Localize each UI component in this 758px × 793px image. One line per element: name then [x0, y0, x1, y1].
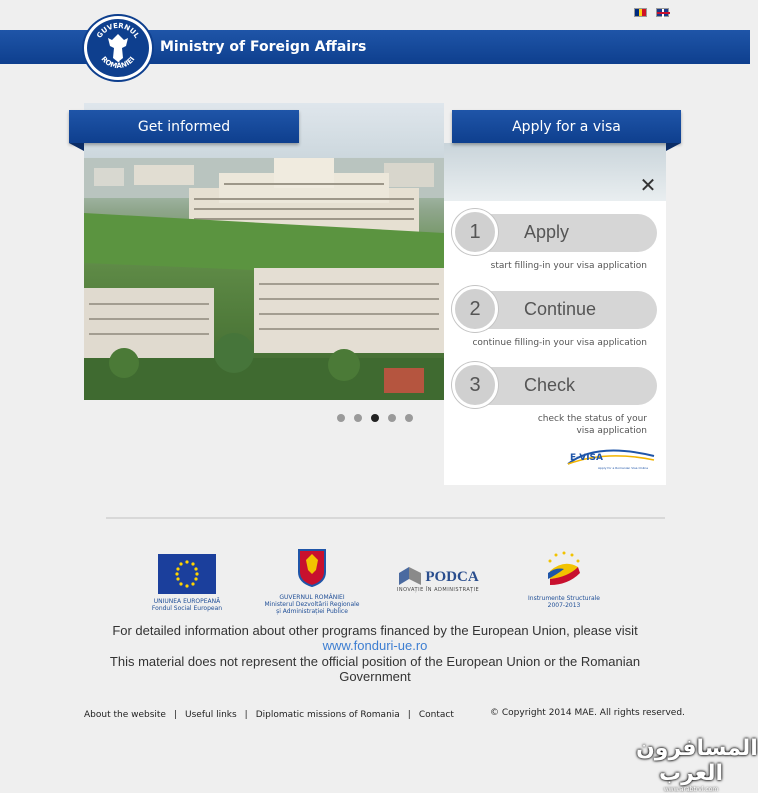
step-description: continue filling-in your visa application — [472, 338, 647, 348]
fonduri-ue-link[interactable]: www.fonduri-ue.ro — [322, 638, 428, 653]
step-label: Continue — [524, 299, 597, 319]
step-description: start filling-in your visa application — [490, 261, 647, 271]
step-number-badge: 3 — [452, 362, 498, 408]
evisa-logo[interactable] — [566, 440, 656, 472]
footer-separator: | — [173, 710, 178, 720]
svg-text:E-VISA: E-VISA — [570, 453, 603, 463]
structural-instruments-icon — [542, 549, 586, 593]
eu-sponsor-logo[interactable] — [146, 554, 228, 612]
svg-text:GUVERNUL: GUVERNUL — [95, 21, 141, 40]
visa-step-apply[interactable] — [452, 214, 657, 272]
step-number-badge: 1 — [452, 209, 498, 255]
coat-of-arms-icon — [297, 548, 327, 588]
eu-info-text: For detailed information about other programs financed by the European Union, please visit — [112, 623, 638, 638]
visa-step-check[interactable] — [452, 367, 657, 437]
slider-dot[interactable] — [337, 414, 345, 422]
tab-get-informed[interactable]: Get informed — [69, 110, 299, 143]
en-flag-icon[interactable] — [656, 8, 669, 17]
podca-tagline: INOVAȚIE ÎN ADMINISTRAȚIE — [396, 587, 480, 593]
check-button[interactable] — [474, 367, 657, 405]
svg-text:ROMÂNIEI: ROMÂNIEI — [99, 55, 137, 71]
visa-panel-header-bg — [444, 143, 666, 201]
gov-line2: Ministerul Dezvoltării Regionale — [264, 601, 360, 608]
tab-apply-for-visa[interactable]: Apply for a visa — [452, 110, 681, 143]
close-icon[interactable]: ✕ — [639, 173, 657, 197]
slider-dot[interactable] — [354, 414, 362, 422]
footer-nav — [84, 710, 454, 720]
watermark-main: المسافرون العرب — [636, 736, 758, 786]
slider-dot[interactable] — [405, 414, 413, 422]
apply-button[interactable] — [474, 214, 657, 252]
hero-slide-image — [84, 103, 444, 400]
watermark-logo — [636, 718, 758, 793]
slider-dot-active[interactable] — [371, 414, 379, 422]
continue-button[interactable] — [474, 291, 657, 329]
footer-link-useful-links[interactable]: Useful links — [185, 710, 237, 720]
slider-dots — [337, 414, 413, 422]
eu-line2: Fondul Social European — [151, 605, 223, 612]
footer-link-about[interactable]: About the website — [84, 710, 166, 720]
copyright-text: © Copyright 2014 MAE. All rights reserved. — [490, 708, 685, 718]
watermark-sub: www.arabtrvl.com — [663, 786, 719, 793]
disclaimer-text: This material does not represent the official position of the European Union or the Romanian Government — [109, 654, 641, 684]
step-description: check the status of your visa application — [537, 414, 647, 436]
government-seal-logo[interactable] — [84, 16, 152, 80]
visa-step-continue[interactable] — [452, 291, 657, 349]
gov-line3: și Administrației Publice — [276, 608, 348, 615]
tab-fold-right — [666, 143, 681, 151]
eu-flag-icon — [158, 554, 216, 594]
podca-mark-icon — [397, 567, 423, 587]
gov-sponsor-logo[interactable] — [262, 548, 362, 615]
structural-instruments-logo[interactable] — [524, 549, 604, 609]
language-switcher — [634, 8, 669, 17]
podca-name: PODCA — [425, 569, 479, 585]
is-line2: 2007-2013 — [547, 602, 581, 609]
section-divider — [106, 517, 665, 519]
site-title[interactable]: Ministry of Foreign Affairs — [160, 39, 367, 55]
slider-dot[interactable] — [388, 414, 396, 422]
step-number-badge: 2 — [452, 286, 498, 332]
podca-sponsor-logo[interactable] — [388, 567, 488, 594]
gov-line1: GUVERNUL ROMÂNIEI — [279, 594, 345, 601]
eu-line1: UNIUNEA EUROPEANĂ — [153, 598, 221, 605]
footer-separator: | — [244, 710, 248, 720]
is-line1: Instrumente Structurale — [528, 595, 600, 602]
step-label: Apply — [524, 222, 570, 242]
footer-separator: | — [407, 710, 411, 720]
ro-flag-icon[interactable] — [634, 8, 647, 17]
footer-link-diplomatic-missions[interactable]: Diplomatic missions of Romania — [255, 710, 400, 720]
footer-link-contact[interactable]: Contact — [418, 710, 454, 720]
svg-text:Apply for a Romanian Visa Onli: Apply for a Romanian Visa Online — [598, 466, 649, 470]
tab-fold-left — [69, 143, 84, 151]
step-label: Check — [524, 375, 576, 395]
